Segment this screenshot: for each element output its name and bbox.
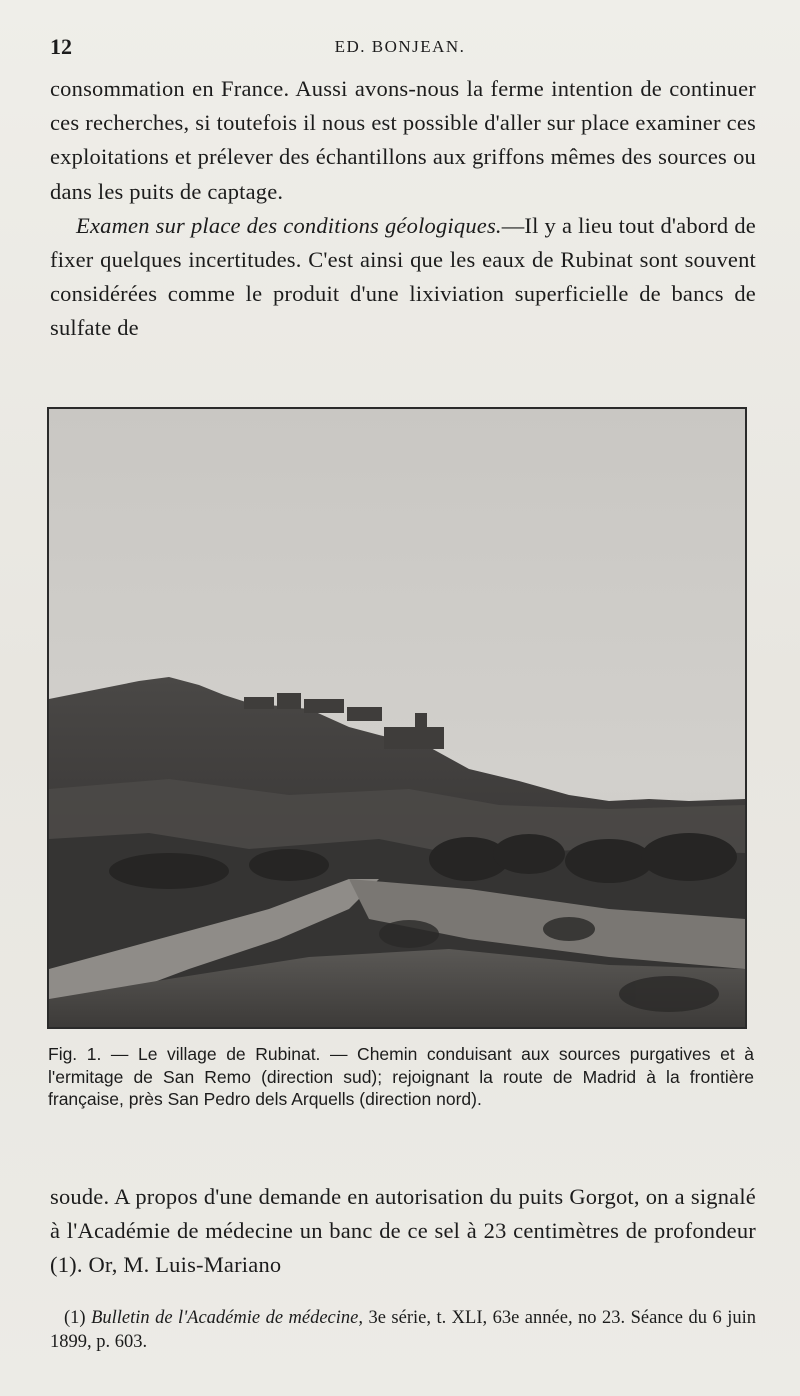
paragraph-2-text: —Il y a lieu tout d'abord de fixer quelques incertitudes. C'est ainsi que les eaux de Rubinat sont souvent considérées comme le produit d'une lixiviation superficielle de bancs de sulfate de [50,212,756,341]
figure-photograph [47,407,747,1029]
paragraph-3: soude. A propos d'une demande en autorisation du puits Gorgot, on a signalé à l'Académie de médecine un banc de ce sel à 23 centimètres de profondeur (1). Or, M. Luis-Mariano [50,1184,756,1278]
paragraph-2 [50,209,756,346]
footnote-title: Bulletin de l'Académie de médecine, [91,1308,363,1328]
footnote-marker: (1) [64,1308,92,1328]
page-number: 12 [50,34,72,59]
page-header [50,34,750,60]
figure-caption-text: — Le village de Rubinat. — Chemin conduisant aux sources purgatives et à l'ermitage de San Remo (direction sud); rejoignant la route de Madrid à la frontière française, près San Pedro dels Arquells (direction nord). [48,1044,754,1109]
section-heading: Examen sur place des conditions géologiques. [76,212,502,238]
body-text-bottom [50,1180,756,1283]
running-head: ED. BONJEAN. [334,37,466,56]
footnote-details: 3e série, t. XLI, 63e année, no 23. Séance du 6 juin 1899, p. 603. [50,1308,756,1352]
paragraph-1: consommation en France. Aussi avons-nous la ferme intention de continuer ces recherches, si toutefois il nous est possible d'aller sur place examiner ces exploitations et prélever des échantillons aux griffons mêmes des sources ou dans les puits de captage. [50,76,756,204]
body-text-top [50,72,756,346]
figure-caption [48,1043,754,1111]
village-landscape-image [49,409,745,1027]
figure-label: Fig. 1. [48,1044,102,1064]
footnote [50,1306,756,1354]
